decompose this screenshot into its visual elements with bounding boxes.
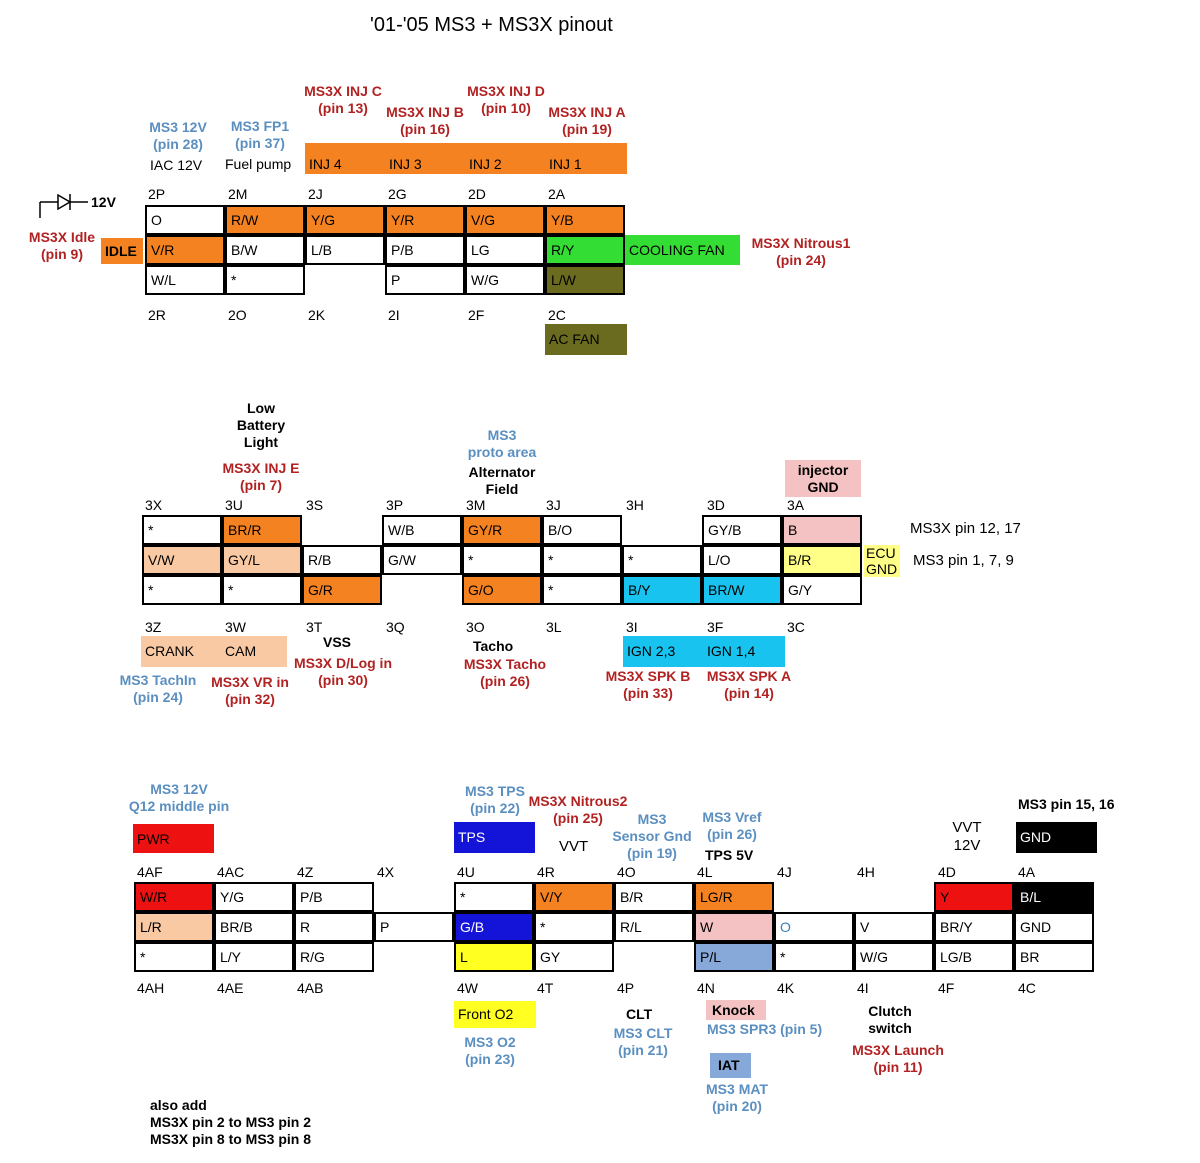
c3-top-label-7: 3D — [707, 497, 725, 513]
tps-5v-label: TPS 5V — [705, 847, 754, 863]
c2-bot-label-1: 2O — [228, 307, 247, 323]
ms3x-inj-b-label: MS3X INJ B (pin 16) — [386, 104, 464, 137]
vvt-label-a: VVT — [559, 838, 589, 855]
c4-bot-label-0: 4AH — [137, 980, 165, 996]
c4-pin-1-10: BR/Y — [934, 912, 1014, 942]
c4-pin-0-0: W/R — [134, 882, 214, 912]
c2-pin-0-2: Y/G — [305, 205, 385, 235]
ign14-box: IGN 1,4 — [703, 636, 785, 667]
c3-bot-label-4: 3O — [466, 619, 485, 635]
diode-12v-label: 12V — [91, 194, 116, 210]
c4-pin-1-5: * — [534, 912, 614, 942]
c4-bot-label-2: 4AB — [297, 980, 324, 996]
c3-pin-2-2: G/R — [302, 575, 382, 605]
c3-pin-0-7: GY/B — [702, 515, 782, 545]
front-o2-box: Front O2 — [454, 1001, 536, 1028]
ms3x-inj-e-label: MS3X INJ E (pin 7) — [222, 460, 300, 493]
c3-pin-2-6: B/Y — [622, 575, 702, 605]
c2-pin-1-4: LG — [465, 235, 545, 265]
c4-bot-label-5: 4P — [617, 980, 635, 996]
c3-pin-0-0: * — [142, 515, 222, 545]
ms3x-spk-a-label: MS3X SPK A (pin 14) — [706, 668, 792, 701]
c4-pin-0-7: LG/R — [694, 882, 774, 912]
low-battery-light-label: Low Battery Light — [236, 400, 286, 450]
c4-bot-label-9: 4F — [938, 980, 955, 996]
c4-top-label-9: 4H — [857, 864, 875, 880]
c2-pin-0-1: R/W — [225, 205, 305, 235]
c3-pin-2-1: * — [222, 575, 302, 605]
ms3x-inj-a-label: MS3X INJ A (pin 19) — [548, 104, 626, 137]
ms3x-inj-d-label: MS3X INJ D (pin 10) — [467, 83, 545, 116]
ms3-mat-label: MS3 MAT (pin 20) — [706, 1081, 768, 1114]
ms3x-dlog-label: MS3X D/Log in (pin 30) — [294, 655, 392, 688]
c4-pin-1-11: GND — [1014, 912, 1094, 942]
diode-icon — [38, 190, 94, 220]
ms3x-idle-label: MS3X Idle (pin 9) — [28, 229, 96, 262]
ms3-proto-area-label: MS3 proto area — [467, 427, 537, 460]
cooling-fan-box: COOLING FAN — [625, 235, 740, 265]
c4-pin-0-11: B/L — [1014, 882, 1094, 912]
ms3x-nitrous2-label: MS3X Nitrous2 (pin 25) — [528, 793, 628, 826]
ms3-pin-15-16-label: MS3 pin 15, 16 — [1018, 796, 1115, 812]
c3-pin-2-5: * — [542, 575, 622, 605]
c4-bot-label-8: 4I — [857, 980, 869, 996]
ms3x-launch-label: MS3X Launch (pin 11) — [852, 1042, 944, 1075]
c4-top-label-0: 4AF — [137, 864, 163, 880]
c4-bot-label-7: 4K — [777, 980, 795, 996]
c4-pin-0-5: V/Y — [534, 882, 614, 912]
c4-top-label-3: 4X — [377, 864, 395, 880]
gnd-box: GND — [1016, 822, 1097, 853]
c3-bot-label-0: 3Z — [145, 619, 162, 635]
c2-pin-1-1: B/W — [225, 235, 305, 265]
ms3-tachin-label: MS3 TachIn (pin 24) — [119, 672, 197, 705]
c4-pin-2-8: * — [774, 942, 854, 972]
ms3-spr3-label: MS3 SPR3 (pin 5) — [707, 1021, 823, 1037]
notes: also add MS3X pin 2 to MS3 pin 2 MS3X pin 8 to MS3 pin 8 — [150, 1097, 312, 1147]
c4-pin-1-9: V — [854, 912, 934, 942]
c4-bot-label-4: 4T — [537, 980, 554, 996]
c4-pin-1-2: R — [294, 912, 374, 942]
c2-bot-label-4: 2F — [468, 307, 485, 323]
c3-bot-label-6: 3I — [626, 619, 638, 635]
clt-label: CLT — [626, 1006, 653, 1022]
vvt-12v-label: VVT 12V — [952, 819, 982, 854]
crank-box: CRANK — [141, 636, 221, 667]
c2-pin-2-0: W/L — [145, 265, 225, 295]
c2-pin-2-4: W/G — [465, 265, 545, 295]
ms3x-inj-c-label: MS3X INJ C (pin 13) — [304, 83, 382, 116]
c4-pin-0-1: Y/G — [214, 882, 294, 912]
c4-bot-label-6: 4N — [697, 980, 715, 996]
c2-top-label-0: 2P — [148, 186, 166, 202]
c2-top-label-3: 2G — [388, 186, 407, 202]
ac-fan-box: AC FAN — [545, 324, 627, 355]
ms3-12v-q12-label: MS3 12V Q12 middle pin — [128, 781, 230, 814]
c4-pin-2-4: L — [454, 942, 534, 972]
c3-bot-label-2: 3T — [306, 619, 323, 635]
c4-pin-2-0: * — [134, 942, 214, 972]
c3-pin-2-0: * — [142, 575, 222, 605]
c3-bot-label-7: 3F — [707, 619, 724, 635]
c4-top-label-2: 4Z — [297, 864, 314, 880]
c3-pin-0-1: BR/R — [222, 515, 302, 545]
c3-top-label-2: 3S — [306, 497, 324, 513]
c2-top-label-5: 2A — [548, 186, 566, 202]
c4-pin-2-1: L/Y — [214, 942, 294, 972]
c4-pin-0-2: P/B — [294, 882, 374, 912]
inj2-label: INJ 2 — [469, 156, 502, 172]
c2-bot-label-3: 2I — [388, 307, 400, 323]
ms3-fp1-label: MS3 FP1 (pin 37) — [230, 118, 290, 151]
page-title: '01-'05 MS3 + MS3X pinout — [370, 14, 613, 36]
c3-top-label-1: 3U — [225, 497, 243, 513]
ms3-clt-label: MS3 CLT (pin 21) — [613, 1025, 673, 1058]
idle-box: IDLE — [101, 238, 143, 264]
c3-pin-2-7: BR/W — [702, 575, 782, 605]
c4-pin-2-5: GY — [534, 942, 614, 972]
iat-box: IAT — [710, 1053, 751, 1078]
c3-bot-label-8: 3C — [787, 619, 805, 635]
c3-pin-2-8: G/Y — [782, 575, 862, 605]
c2-pin-0-4: V/G — [465, 205, 545, 235]
ms3-tps-label: MS3 TPS (pin 22) — [465, 783, 525, 816]
c4-bot-label-3: 4W — [457, 980, 478, 996]
inj1-label: INJ 1 — [549, 156, 582, 172]
c3-pin-1-4: * — [462, 545, 542, 575]
c4-top-label-7: 4L — [697, 864, 713, 880]
ms3x-tacho-label: MS3X Tacho (pin 26) — [463, 656, 547, 689]
ms3-pin-1-7-9-label: MS3 pin 1, 7, 9 — [913, 552, 1014, 569]
c4-top-label-10: 4D — [938, 864, 956, 880]
c4-bot-label-1: 4AE — [217, 980, 244, 996]
c4-pin-1-4: G/B — [454, 912, 534, 942]
c3-pin-1-8: B/R — [782, 545, 862, 575]
c4-pin-2-7: P/L — [694, 942, 774, 972]
c3-pin-1-7: L/O — [702, 545, 782, 575]
c3-pin-1-6: * — [622, 545, 702, 575]
iac-label: IAC 12V — [150, 157, 203, 173]
c4-pin-1-8: O — [774, 912, 854, 942]
c4-top-label-5: 4R — [537, 864, 555, 880]
c2-pin-2-3: P — [385, 265, 465, 295]
c4-pin-1-3: P — [374, 912, 454, 942]
injector-gnd-box: injector GND — [785, 460, 861, 497]
c3-pin-2-4: G/O — [462, 575, 542, 605]
c4-bot-label-10: 4C — [1018, 980, 1036, 996]
ms3x-spk-b-label: MS3X SPK B (pin 33) — [605, 668, 691, 701]
c2-pin-2-5: L/W — [545, 265, 625, 295]
c3-bot-label-5: 3L — [546, 619, 562, 635]
knock-box: Knock — [706, 1000, 766, 1020]
c2-top-label-2: 2J — [308, 186, 323, 202]
ms3-o2-label: MS3 O2 (pin 23) — [464, 1034, 516, 1067]
c2-pin-0-5: Y/B — [545, 205, 625, 235]
c4-pin-0-6: B/R — [614, 882, 694, 912]
c3-pin-1-5: * — [542, 545, 622, 575]
clutch-switch-label: Clutch switch — [868, 1003, 912, 1036]
c2-top-label-4: 2D — [468, 186, 486, 202]
c2-bot-label-2: 2K — [308, 307, 326, 323]
c3-top-label-4: 3M — [466, 497, 486, 513]
c4-top-label-11: 4A — [1018, 864, 1036, 880]
c3-pin-1-2: R/B — [302, 545, 382, 575]
c2-pin-0-0: O — [145, 205, 225, 235]
c3-top-label-6: 3H — [626, 497, 644, 513]
c2-bot-label-0: 2R — [148, 307, 166, 323]
ms3-vref-label: MS3 Vref (pin 26) — [702, 809, 762, 842]
ms3-12v-label: MS3 12V (pin 28) — [149, 119, 207, 152]
c3-bot-label-1: 3W — [225, 619, 246, 635]
c3-pin-1-1: GY/L — [222, 545, 302, 575]
inj4-label: INJ 4 — [309, 156, 342, 172]
c4-pin-0-4: * — [454, 882, 534, 912]
c4-pin-2-10: LG/B — [934, 942, 1014, 972]
c4-pin-1-0: L/R — [134, 912, 214, 942]
c4-pin-0-10: Y — [934, 882, 1014, 912]
c2-pin-1-2: L/B — [305, 235, 385, 265]
c2-pin-2-1: * — [225, 265, 305, 295]
c4-pin-1-6: R/L — [614, 912, 694, 942]
c4-pin-2-2: R/G — [294, 942, 374, 972]
ms3x-vr-in-label: MS3X VR in (pin 32) — [211, 674, 289, 707]
ms3x-nitrous1-label: MS3X Nitrous1 (pin 24) — [751, 235, 851, 268]
cam-box: CAM — [221, 636, 287, 667]
ecu-gnd-box: ECU GND — [864, 545, 900, 577]
c3-pin-0-5: B/O — [542, 515, 622, 545]
vss-label: VSS — [323, 634, 352, 650]
c3-pin-0-8: B — [782, 515, 862, 545]
c3-pin-0-3: W/B — [382, 515, 462, 545]
c2-pin-0-3: Y/R — [385, 205, 465, 235]
c2-pin-1-5: R/Y — [545, 235, 625, 265]
c4-pin-1-7: W — [694, 912, 774, 942]
c2-top-label-1: 2M — [228, 186, 248, 202]
fuel-pump-label: Fuel pump — [225, 156, 292, 172]
c4-top-label-4: 4U — [457, 864, 475, 880]
c2-pin-1-3: P/B — [385, 235, 465, 265]
c3-top-label-3: 3P — [386, 497, 404, 513]
alternator-field-label: Alternator Field — [468, 464, 536, 497]
c4-pin-2-11: BR — [1014, 942, 1094, 972]
c4-top-label-1: 4AC — [217, 864, 245, 880]
c3-top-label-8: 3A — [787, 497, 805, 513]
c3-top-label-0: 3X — [145, 497, 163, 513]
inj3-label: INJ 3 — [389, 156, 422, 172]
ms3-sensor-gnd-label: MS3 Sensor Gnd (pin 19) — [612, 811, 692, 861]
c3-top-label-5: 3J — [546, 497, 561, 513]
tacho-label: Tacho — [473, 638, 514, 654]
pwr-box: PWR — [133, 824, 214, 853]
c3-pin-1-0: V/W — [142, 545, 222, 575]
c2-pin-1-0: V/R — [145, 235, 225, 265]
tps-box: TPS — [454, 822, 535, 853]
c3-bot-label-3: 3Q — [386, 619, 405, 635]
c3-pin-1-3: G/W — [382, 545, 462, 575]
c4-top-label-6: 4O — [617, 864, 636, 880]
c2-bot-label-5: 2C — [548, 307, 566, 323]
ign23-box: IGN 2,3 — [623, 636, 705, 667]
c4-top-label-8: 4J — [777, 864, 792, 880]
c4-pin-2-9: W/G — [854, 942, 934, 972]
ms3x-pin-12-17-label: MS3X pin 12, 17 — [910, 520, 1021, 537]
c3-pin-0-4: GY/R — [462, 515, 542, 545]
c4-pin-1-1: BR/B — [214, 912, 294, 942]
